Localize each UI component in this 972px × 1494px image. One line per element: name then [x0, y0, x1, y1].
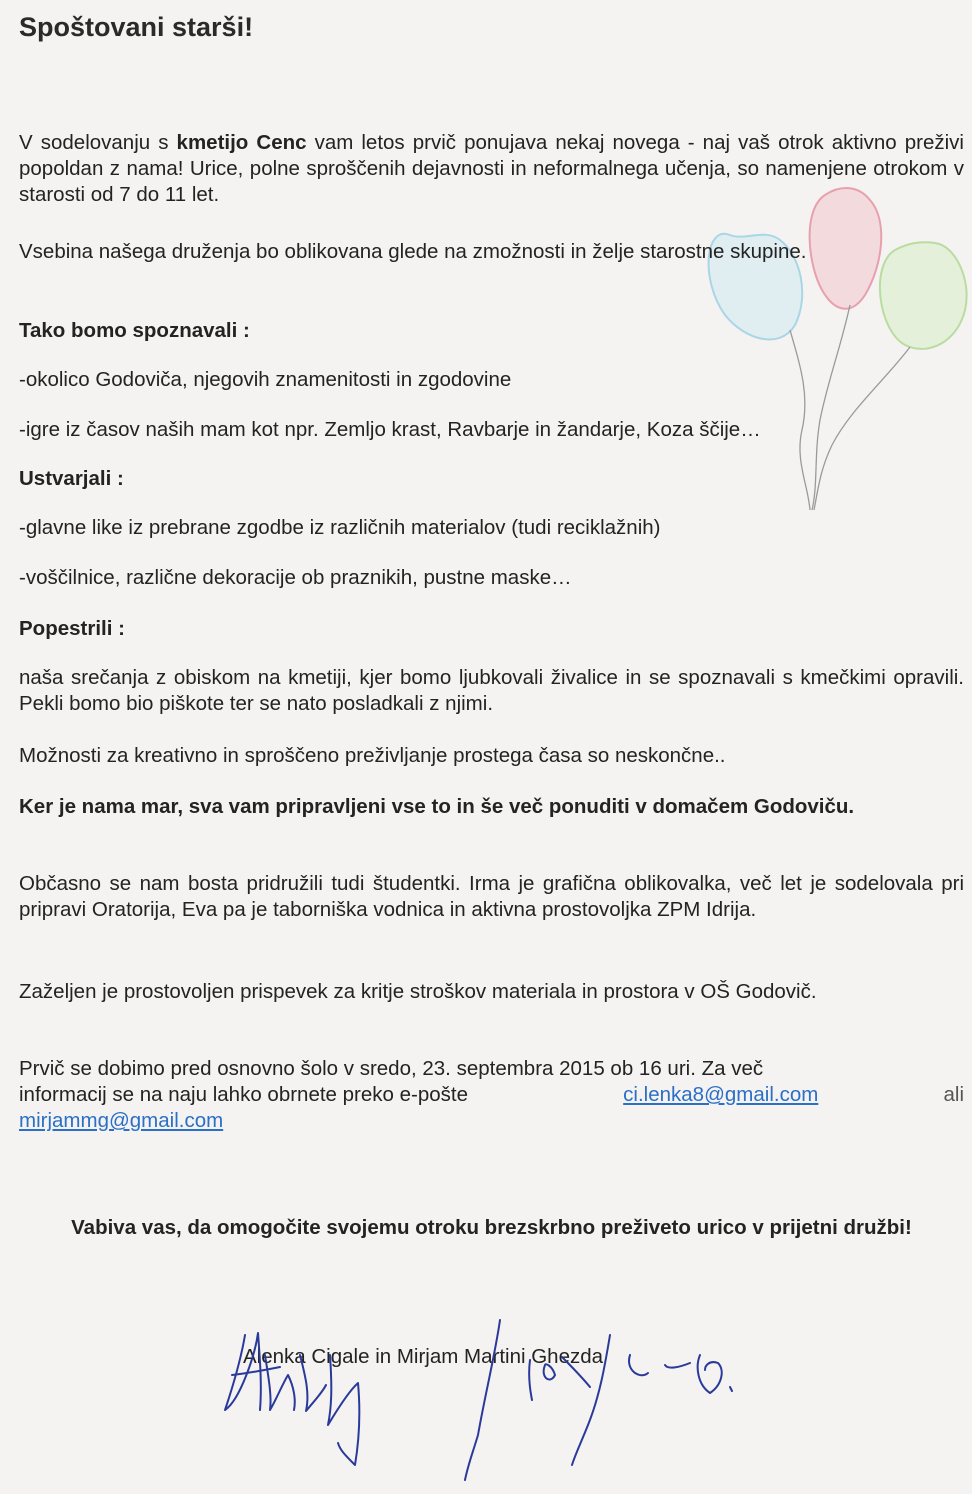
- contribution-paragraph: Zaželjen je prostovoljen prispevek za kritje stroškov materiala in prostora v OŠ Godovič.: [19, 980, 817, 1003]
- signature-alenka: [225, 1333, 359, 1465]
- intro-paragraph: [19, 130, 964, 208]
- intro-text-cont: vam letos prvič ponujava nekaj novega - naj vaš otrok aktivno preživi popoldan z nama! Urice, polne sproščenih dejavnosti in neformalnega učenja, so namenjene otrokom v starosti od 7 do 11 let.: [19, 131, 964, 206]
- farm-visit-paragraph: naša srečanja z obiskom na kmetiji, kjer bomo ljubkovali živalice in se spoznavali s kmečkimi opravili. Pekli bomo bio piškote ter se nato posladkali z njimi.: [19, 666, 964, 715]
- farm-name: kmetijo Cenc: [176, 131, 307, 154]
- list-item: -igre iz časov naših mam kot npr. Zemljo krast, Ravbarje in žandarje, Koza ščije…: [19, 418, 761, 441]
- content-paragraph: Vsebina našega druženja bo oblikovana glede na zmožnosti in želje starostne skupine.: [19, 240, 807, 263]
- section-heading-create: Ustvarjali :: [19, 467, 124, 490]
- invitation-text: Vabiva vas, da omogočite svojemu otroku brezskrbno preživeto urico v prijetni družbi!: [71, 1216, 912, 1239]
- bold-statement: Ker je nama mar, sva vam pripravljeni vse to in še več ponuditi v domačem Godoviču.: [19, 795, 855, 818]
- section-heading-learn: Tako bomo spoznavali :: [19, 319, 250, 342]
- email-link-lenka[interactable]: ci.lenka8@gmail.com: [623, 1083, 819, 1106]
- meeting-paragraph: [19, 1056, 964, 1134]
- meeting-contact-text: informacij se na naju lahko obrnete preko e-pošte: [19, 1083, 468, 1106]
- signature-names: Alenka Cigale in Mirjam Martini Ghezda: [243, 1345, 604, 1368]
- meeting-line-3: [19, 1108, 964, 1134]
- possibilities-paragraph: Možnosti za kreativno in sproščeno preživljanje prostega časa so neskončne..: [19, 744, 726, 767]
- list-item: -voščilnice, različne dekoracije ob praznikih, pustne maske…: [19, 566, 572, 589]
- students-paragraph: Občasno se nam bosta pridružili tudi študentki. Irma je grafična oblikovalka, več let je sodelovala pri pripravi Oratorija, Eva pa je taborniška vodnica in aktivna prostovoljka ZPM Idrija.: [19, 872, 964, 921]
- signature-mirjam: [465, 1320, 732, 1480]
- list-item: -okolico Godoviča, njegovih znamenitosti in zgodovine: [19, 368, 512, 391]
- meeting-text: Prvič se dobimo pred osnovno šolo v sredo, 23. septembra 2015 ob 16 uri. Za več: [19, 1057, 764, 1080]
- email-link-mirjam[interactable]: mirjammg@gmail.com: [19, 1109, 224, 1132]
- intro-text: V sodelovanju s: [19, 131, 177, 154]
- section-heading-enrich: Popestrili :: [19, 617, 125, 640]
- page-title: Spoštovani starši!: [19, 12, 254, 42]
- handwritten-signatures: [210, 1315, 770, 1490]
- list-item: -glavne like iz prebrane zgodbe iz različnih materialov (tudi reciklažnih): [19, 516, 661, 539]
- meeting-line-1: [19, 1056, 964, 1082]
- conjunction-text: ali: [943, 1083, 964, 1106]
- meeting-line-2: [19, 1082, 964, 1108]
